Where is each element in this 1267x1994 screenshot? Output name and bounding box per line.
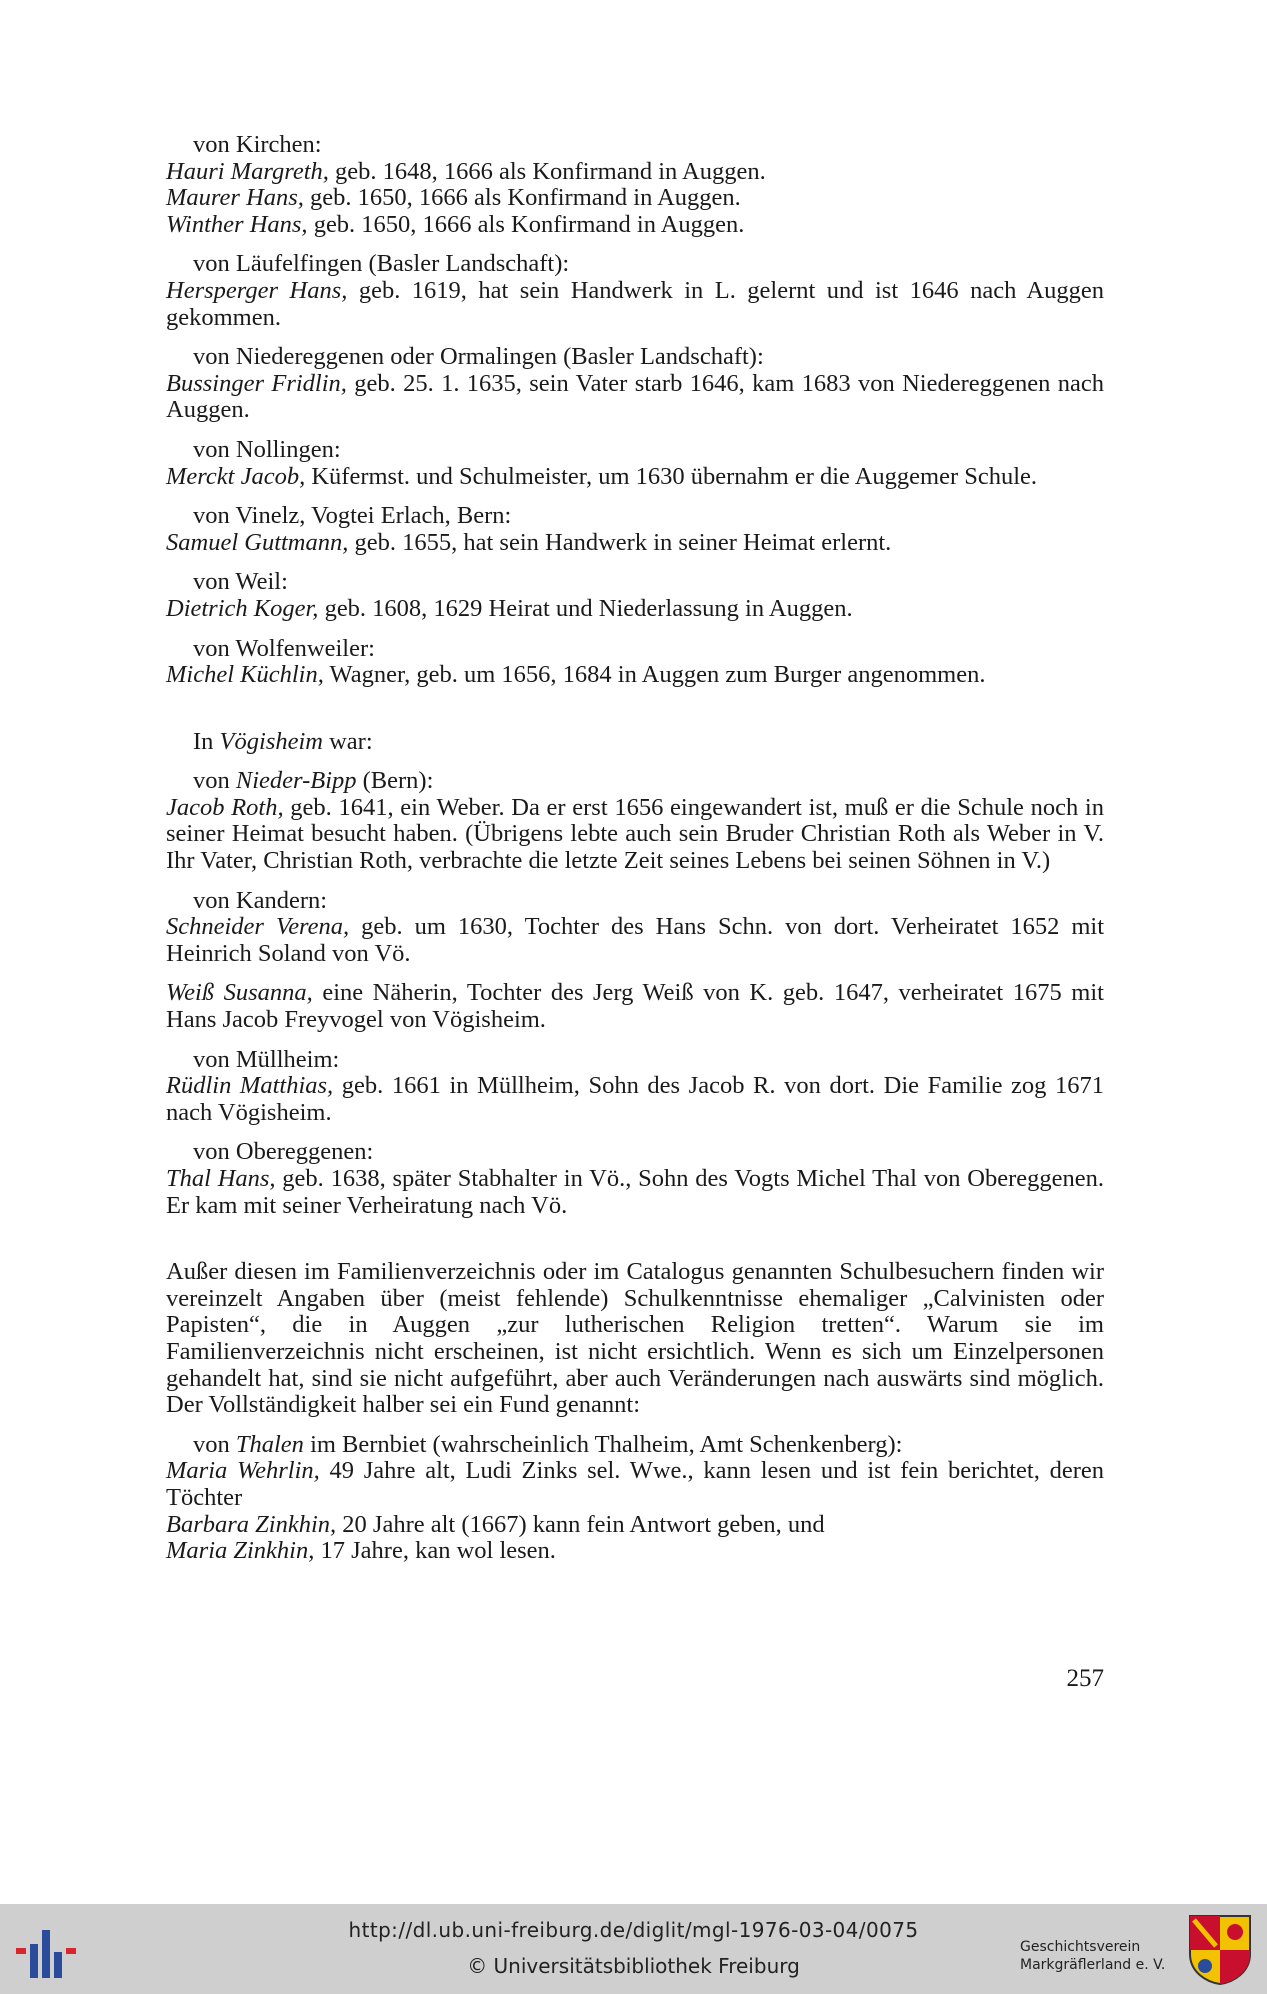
text-line [166, 1073, 1104, 1126]
text-line [166, 888, 1104, 915]
text-run: geb. 1648, 1666 als Konfirmand in Auggen. [328, 157, 766, 185]
text-line [166, 464, 1104, 491]
text-run: von Kirchen: [193, 131, 322, 158]
person-name: Barbara Zinkhin, [166, 1510, 337, 1538]
text-run: von [193, 767, 236, 795]
text-line [166, 729, 1104, 756]
footer-url[interactable]: http://dl.ub.uni-freiburg.de/diglit/mgl-1976-03-04/0075 [348, 1918, 919, 1942]
text-line [166, 159, 1104, 186]
society-name [1020, 1938, 1170, 1974]
person-name: Merckt Jacob, [166, 462, 306, 490]
text-line [166, 1259, 1104, 1419]
text-run: von Niedereggenen oder Ormalingen (Basler Landschaft): [193, 343, 764, 371]
text-run: von Müllheim: [193, 1045, 340, 1073]
person-name: Weiß Susanna, [166, 979, 313, 1007]
person-name: Samuel Guttmann, [166, 528, 349, 556]
person-name: Maria Wehrlin, [166, 1457, 320, 1485]
text-line [166, 437, 1104, 464]
text-line [166, 503, 1104, 530]
person-name: Vögisheim [219, 727, 323, 755]
text-run: von Obereggenen: [193, 1138, 374, 1166]
text-run: im Bernbiet (wahrscheinlich Thalheim, Amt Schenkenberg): [303, 1430, 903, 1458]
page-number: 257 [1066, 1665, 1104, 1692]
text-run: von Weil: [193, 568, 288, 596]
person-name: Nieder-Bipp [235, 767, 357, 795]
person-name: Dietrich Koger, [166, 594, 319, 622]
text-line [166, 1139, 1104, 1166]
person-name: Thalen [235, 1430, 304, 1458]
text-run: Küfermst. und Schulmeister, um 1630 übernahm er die Auggemer Schule. [305, 462, 1038, 490]
footer-bar [0, 1904, 1267, 1994]
text-run: von Kandern: [193, 886, 328, 914]
text-run: von Nollingen: [193, 435, 341, 463]
text-run: geb. 1638, später Stabhalter in Vö., Sohn des Vogts Michel Thal von Obereggenen. Er kam mit seiner Verheiratung nach Vö. [166, 1165, 1104, 1219]
text-run: eine Näherin, Tochter des Jerg Weiß von K. geb. 1647, verheiratet 1675 mit Hans Jacob Freyvogel von Vögisheim. [166, 979, 1104, 1034]
text-run: geb. 1650, 1666 als Konfirmand in Auggen. [303, 184, 741, 212]
text-line [166, 768, 1104, 795]
text-run: von Wolfenweiler: [193, 634, 375, 662]
text-run: geb. 1641, ein Weber. Da er erst 1656 eingewandert ist, muß er die Schule noch in seiner Heimat besucht haben. (Übrigens lebte auch sein Bruder Christian Roth als Weber in V. Ihr Vater, Christian Roth, verbrachte die letzte Zeit seines Lebens bei seinen Söhnen in V.) [166, 793, 1104, 875]
text-line [166, 980, 1104, 1033]
person-name: Hauri Margreth, [166, 157, 329, 185]
text-line [166, 212, 1104, 239]
society-line-2: Markgräflerland e. V. [1020, 1957, 1166, 1973]
text-run: geb. 1608, 1629 Heirat und Niederlassung in Auggen. [318, 594, 853, 622]
text-run: 17 Jahre, kan wol lesen. [314, 1537, 556, 1565]
society-line-1: Geschichtsverein [1020, 1939, 1141, 1955]
footer-copyright: © Universitätsbibliothek Freiburg [467, 1954, 800, 1978]
text-line [166, 185, 1104, 212]
text-line [166, 1512, 1104, 1539]
text-run: geb. 25. 1. 1635, sein Vater starb 1646, kam 1683 von Niedereggenen nach Auggen. [166, 369, 1104, 424]
person-name: Thal Hans, [166, 1165, 276, 1192]
text-run: 20 Jahre alt (1667) kann fein Antwort geben, und [336, 1510, 825, 1538]
text-line [166, 1166, 1104, 1219]
person-name: Maurer Hans, [166, 184, 304, 212]
text-run: geb. um 1630, Tochter des Hans Schn. von dort. Verheiratet 1652 mit Heinrich Soland von Vö. [166, 913, 1104, 967]
text-run: von Läufelfingen (Basler Landschaft): [193, 250, 570, 278]
text-run: geb. 1661 in Müllheim, Sohn des Jacob R. von dort. Die Familie zog 1671 nach Vögisheim. [166, 1072, 1104, 1126]
text-run: war: [322, 727, 373, 755]
text-line [166, 132, 1104, 159]
person-name: Jacob Roth, [166, 793, 284, 821]
text-run: Außer diesen im Familienverzeichnis oder im Catalogus genannten Schulbesuchern finden wir vereinzelt Angaben über (meist fehlende) Schulkenntnisse ehemaliger „Calvinisten oder Papisten“, die in Auggen „zur lutherischen Religion tretten“. Warum sie im Familienverzeichnis nicht erscheinen, ist nicht ersichtlich. Wenn es sich um Einzelpersonen gehandelt hat, sind sie nicht aufgeführt, aber auch Veränderungen nach auswärts sind möglich. Der Vollständigkeit halber sei ein Fund genannt: [166, 1258, 1104, 1419]
text-run: In [193, 727, 220, 755]
text-line [166, 636, 1104, 663]
text-line [166, 371, 1104, 424]
text-line [166, 596, 1104, 623]
person-name: Schneider Verena, [166, 913, 350, 941]
text-line [166, 278, 1104, 331]
text-line [166, 662, 1104, 689]
person-name: Winther Hans, [166, 210, 308, 238]
text-line [166, 344, 1104, 371]
text-line [166, 1432, 1104, 1459]
coat-of-arms-icon [1188, 1914, 1252, 1986]
text-run: geb. 1650, 1666 als Konfirmand in Auggen. [307, 210, 745, 238]
text-line [166, 1458, 1104, 1511]
body-text [166, 132, 1104, 1565]
person-name: Bussinger Fridlin, [166, 369, 347, 397]
text-line [166, 530, 1104, 557]
text-run: von Vinelz, Vogtei Erlach, Bern: [193, 502, 512, 530]
text-run: 49 Jahre alt, Ludi Zinks sel. Wwe., kann lesen und ist fein berichtet, deren Töchter [166, 1457, 1104, 1511]
text-line [166, 1047, 1104, 1074]
text-line [166, 251, 1104, 278]
text-line [166, 795, 1104, 875]
person-name: Rüdlin Matthias, [166, 1072, 334, 1100]
person-name: Maria Zinkhin, [166, 1537, 315, 1565]
text-line [166, 569, 1104, 596]
text-run: Wagner, geb. um 1656, 1684 in Auggen zum Burger angenommen. [323, 661, 986, 689]
text-run: von [193, 1430, 236, 1458]
text-run: geb. 1619, hat sein Handwerk in L. gelernt und ist 1646 nach Auggen gekommen. [166, 276, 1104, 331]
text-line [166, 914, 1104, 967]
person-name: Hersperger Hans, [166, 276, 348, 304]
person-name: Michel Küchlin, [166, 661, 324, 689]
text-line [166, 1538, 1104, 1565]
text-run: (Bern): [356, 767, 434, 795]
text-run: geb. 1655, hat sein Handwerk in seiner Heimat erlernt. [348, 528, 892, 556]
